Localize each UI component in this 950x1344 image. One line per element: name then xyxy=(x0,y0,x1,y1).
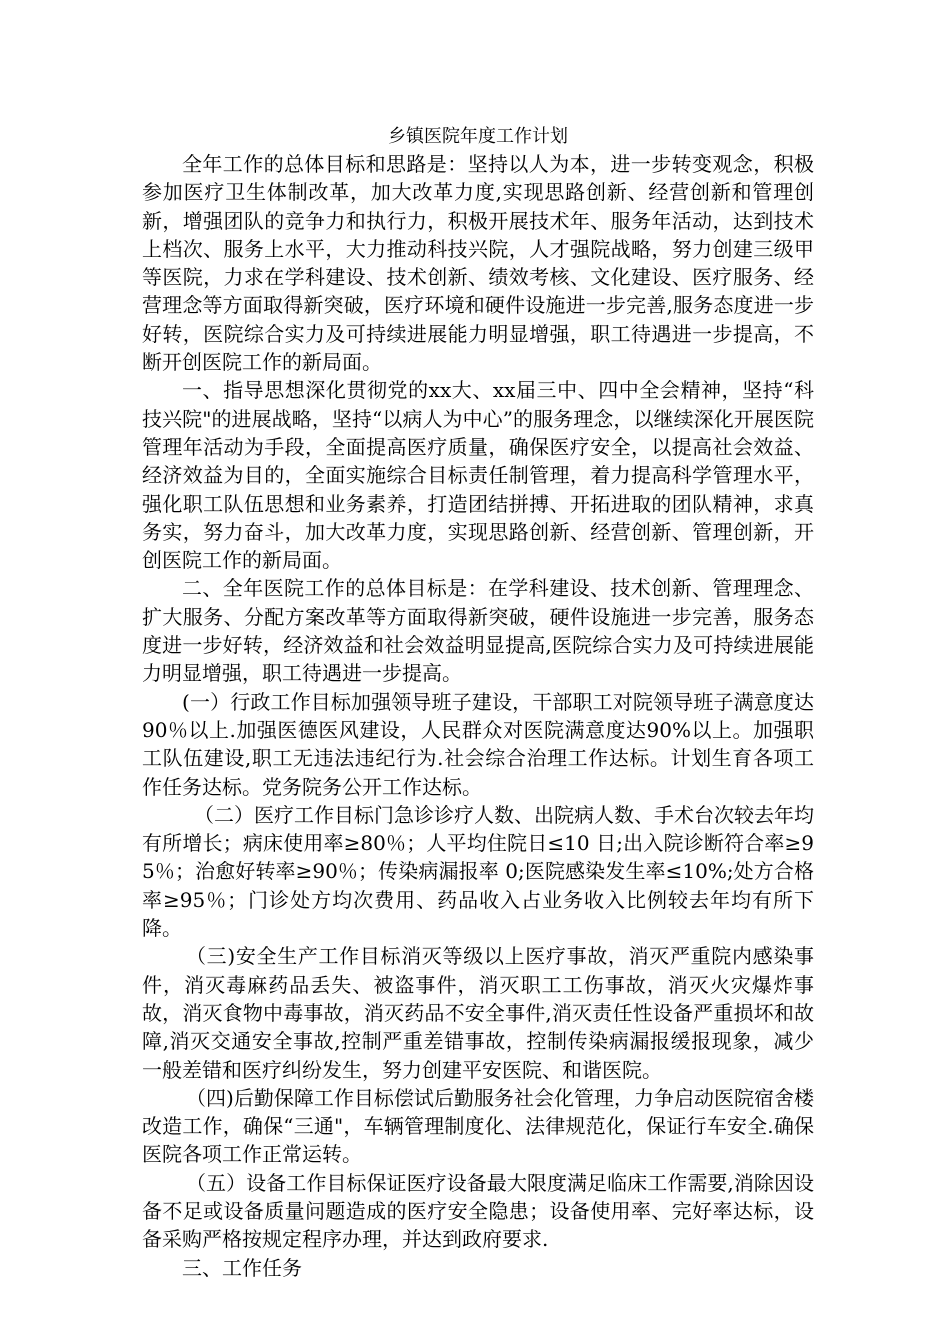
paragraph-medical-target: （二）医疗工作目标门急诊诊疗人数、出院病人数、手术台次较去年均有所增长；病床使用率≥80％；人平均住院日≤10 日;出入院诊断符合率≥95％；治愈好转率≥90％；传染病漏报率 0;医院感染发生率≤10%;处方合格率≥95％；门诊处方均次费用、药品收入占业务收入比例较去年均有所下降。 xyxy=(142,802,814,941)
paragraph-work-tasks-heading: 三、工作任务 xyxy=(182,1255,302,1280)
paragraph-equipment-target: （五）设备工作目标保证医疗设备最大限度满足临床工作需要,消除因设备不足或设备质量问题造成的医疗安全隐患；设备使用率、完好率达标，设备采购严格按规定程序办理，并达到政府要求. xyxy=(142,1170,814,1252)
paragraph-guiding-ideology: 一、指导思想深化贯彻党的xx大、xx届三中、四中全会精神，坚持“科技兴院"的进展战略，坚持“以病人为中心”的服务理念，以继续深化开展医院管理年活动为手段，全面提高医疗质量，确保医疗安全，以提高社会效益、经济效益为目的，全面实施综合目标责任制管理，着力提高科学管理水平，强化职工队伍思想和业务素养，打造团结拼搏、开拓进取的团队精神，求真务实，努力奋斗，加大改革力度，实现思路创新、经营创新、管理创新，开创医院工作的新局面。 xyxy=(142,378,814,573)
paragraph-annual-target: 二、全年医院工作的总体目标是：在学科建设、技术创新、管理理念、扩大服务、分配方案改革等方面取得新突破，硬件设施进一步完善，服务态度进一步好转，经济效益和社会效益明显提高,医院综合实力及可持续进展能力明显增强，职工待遇进一步提高。 xyxy=(142,576,814,686)
paragraph-safety-target: （三)安全生产工作目标消灭等级以上医疗事故，消灭严重院内感染事件，消灭毒麻药品丢失、被盗事件，消灭职工工伤事故，消灭火灾爆炸事故，消灭食物中毒事故，消灭药品不安全事件,消灭责任性设备严重损坏和故障,消灭交通安全事故,控制严重差错事故，控制传染病漏报缓报现象，减少一般差错和医疗纠纷发生，努力创建平安医院、和谐医院。 xyxy=(142,944,814,1082)
paragraph-overall-goal: 全年工作的总体目标和思路是：坚持以人为本，进一步转变观念，积极参加医疗卫生体制改革，加大改革力度,实现思路创新、经营创新和管理创新，增强团队的竞争力和执行力，积极开展技术年、服务年活动，达到技术上档次、服务上水平，大力推动科技兴院，人才强院战略，努力创建三级甲等医院，力求在学科建设、技术创新、绩效考核、文化建设、医疗服务、经营理念等方面取得新突破，医疗环境和硬件设施进一步完善,服务态度进一步好转，医院综合实力及可持续进展能力明显增强，职工待遇进一步提高，不断开创医院工作的新局面。 xyxy=(142,152,814,375)
document-title: 乡镇医院年度工作计划 xyxy=(388,126,568,147)
paragraph-logistics-target: （四)后勤保障工作目标偿试后勤服务社会化管理，力争启动医院宿舍楼改造工作，确保“三通"，车辆管理制度化、法律规范化，保证行车安全.确保医院各项工作正常运转。 xyxy=(142,1085,814,1167)
paragraph-admin-target: (一）行政工作目标加强领导班子建设，干部职工对院领导班子满意度达 90％以上.加强医德医风建设，人民群众对医院满意度达90%以上。加强职工队伍建设,职工无违法违纪行为.社会综合治理工作达标。计划生育各项工作任务达标。党务院务公开工作达标。 xyxy=(142,689,814,799)
document-page xyxy=(142,124,814,1282)
